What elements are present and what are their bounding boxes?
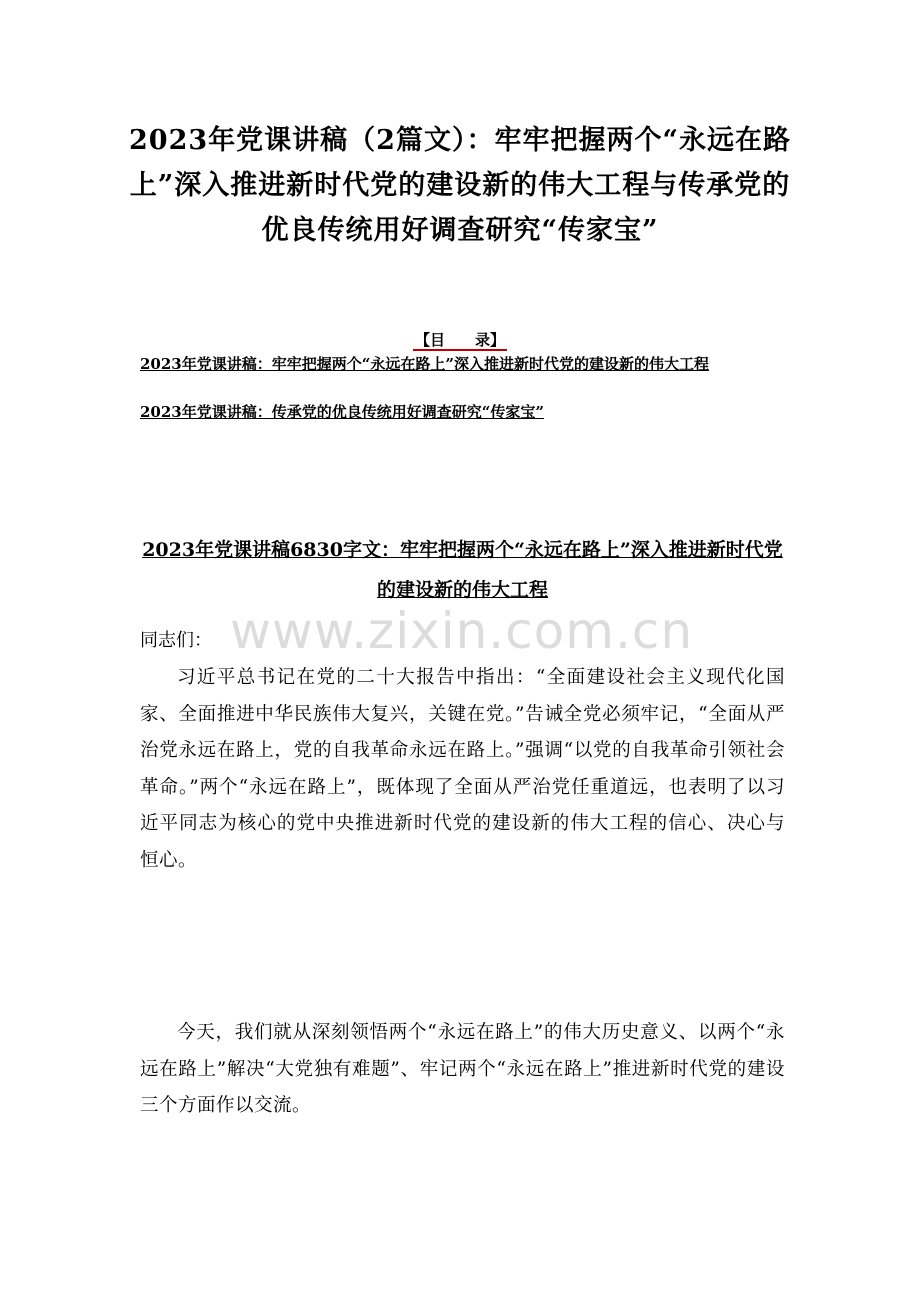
watermark: www.zixin.com.cn bbox=[230, 602, 694, 660]
toc-heading bbox=[0, 330, 920, 350]
body-paragraph-1: 习近平总书记在党的二十大报告中指出：“全面建设社会主义现代化国家、全面推进中华民族伟大复兴，关键在党。”告诫全党必须牢记，“全面从严治党永远在路上，党的自我革命永远在路上。”强调“以党的自我革命引领社会革命。”两个“永远在路上”，既体现了全面从严治党任重道远，也表明了以习近平同志为核心的党中央推进新时代党的建设新的伟大工程的信心、决心与恒心。 bbox=[140, 667, 785, 871]
toc-item-2[interactable]: 2023年党课讲稿：传承党的优良传统用好调查研究“传家宝” bbox=[140, 403, 545, 421]
document-title: 2023年党课讲稿（2篇文）：牢牢把握两个“永远在路上”深入推进新时代党的建设新的伟大工程与传承党的优良传统用好调查研究“传家宝” bbox=[129, 125, 791, 246]
toc-heading-text: 【目 录】 bbox=[414, 331, 505, 349]
toc-item-1[interactable]: 2023年党课讲稿：牢牢把握两个“永远在路上”深入推进新时代党的建设新的伟大工程 bbox=[140, 355, 710, 373]
section-title: 2023年党课讲稿6830字文：牢牢把握两个“永远在路上”深入推进新时代党的建设新的伟大工程 bbox=[142, 539, 783, 601]
salutation: 同志们： bbox=[140, 630, 212, 651]
body-paragraph-2: 今天，我们就从深刻领悟两个“永远在路上”的伟大历史意义、以两个“永远在路上”解决“大党独有难题”、牢记两个“永远在路上”推进新时代党的建设三个方面作以交流。 bbox=[140, 1022, 785, 1116]
